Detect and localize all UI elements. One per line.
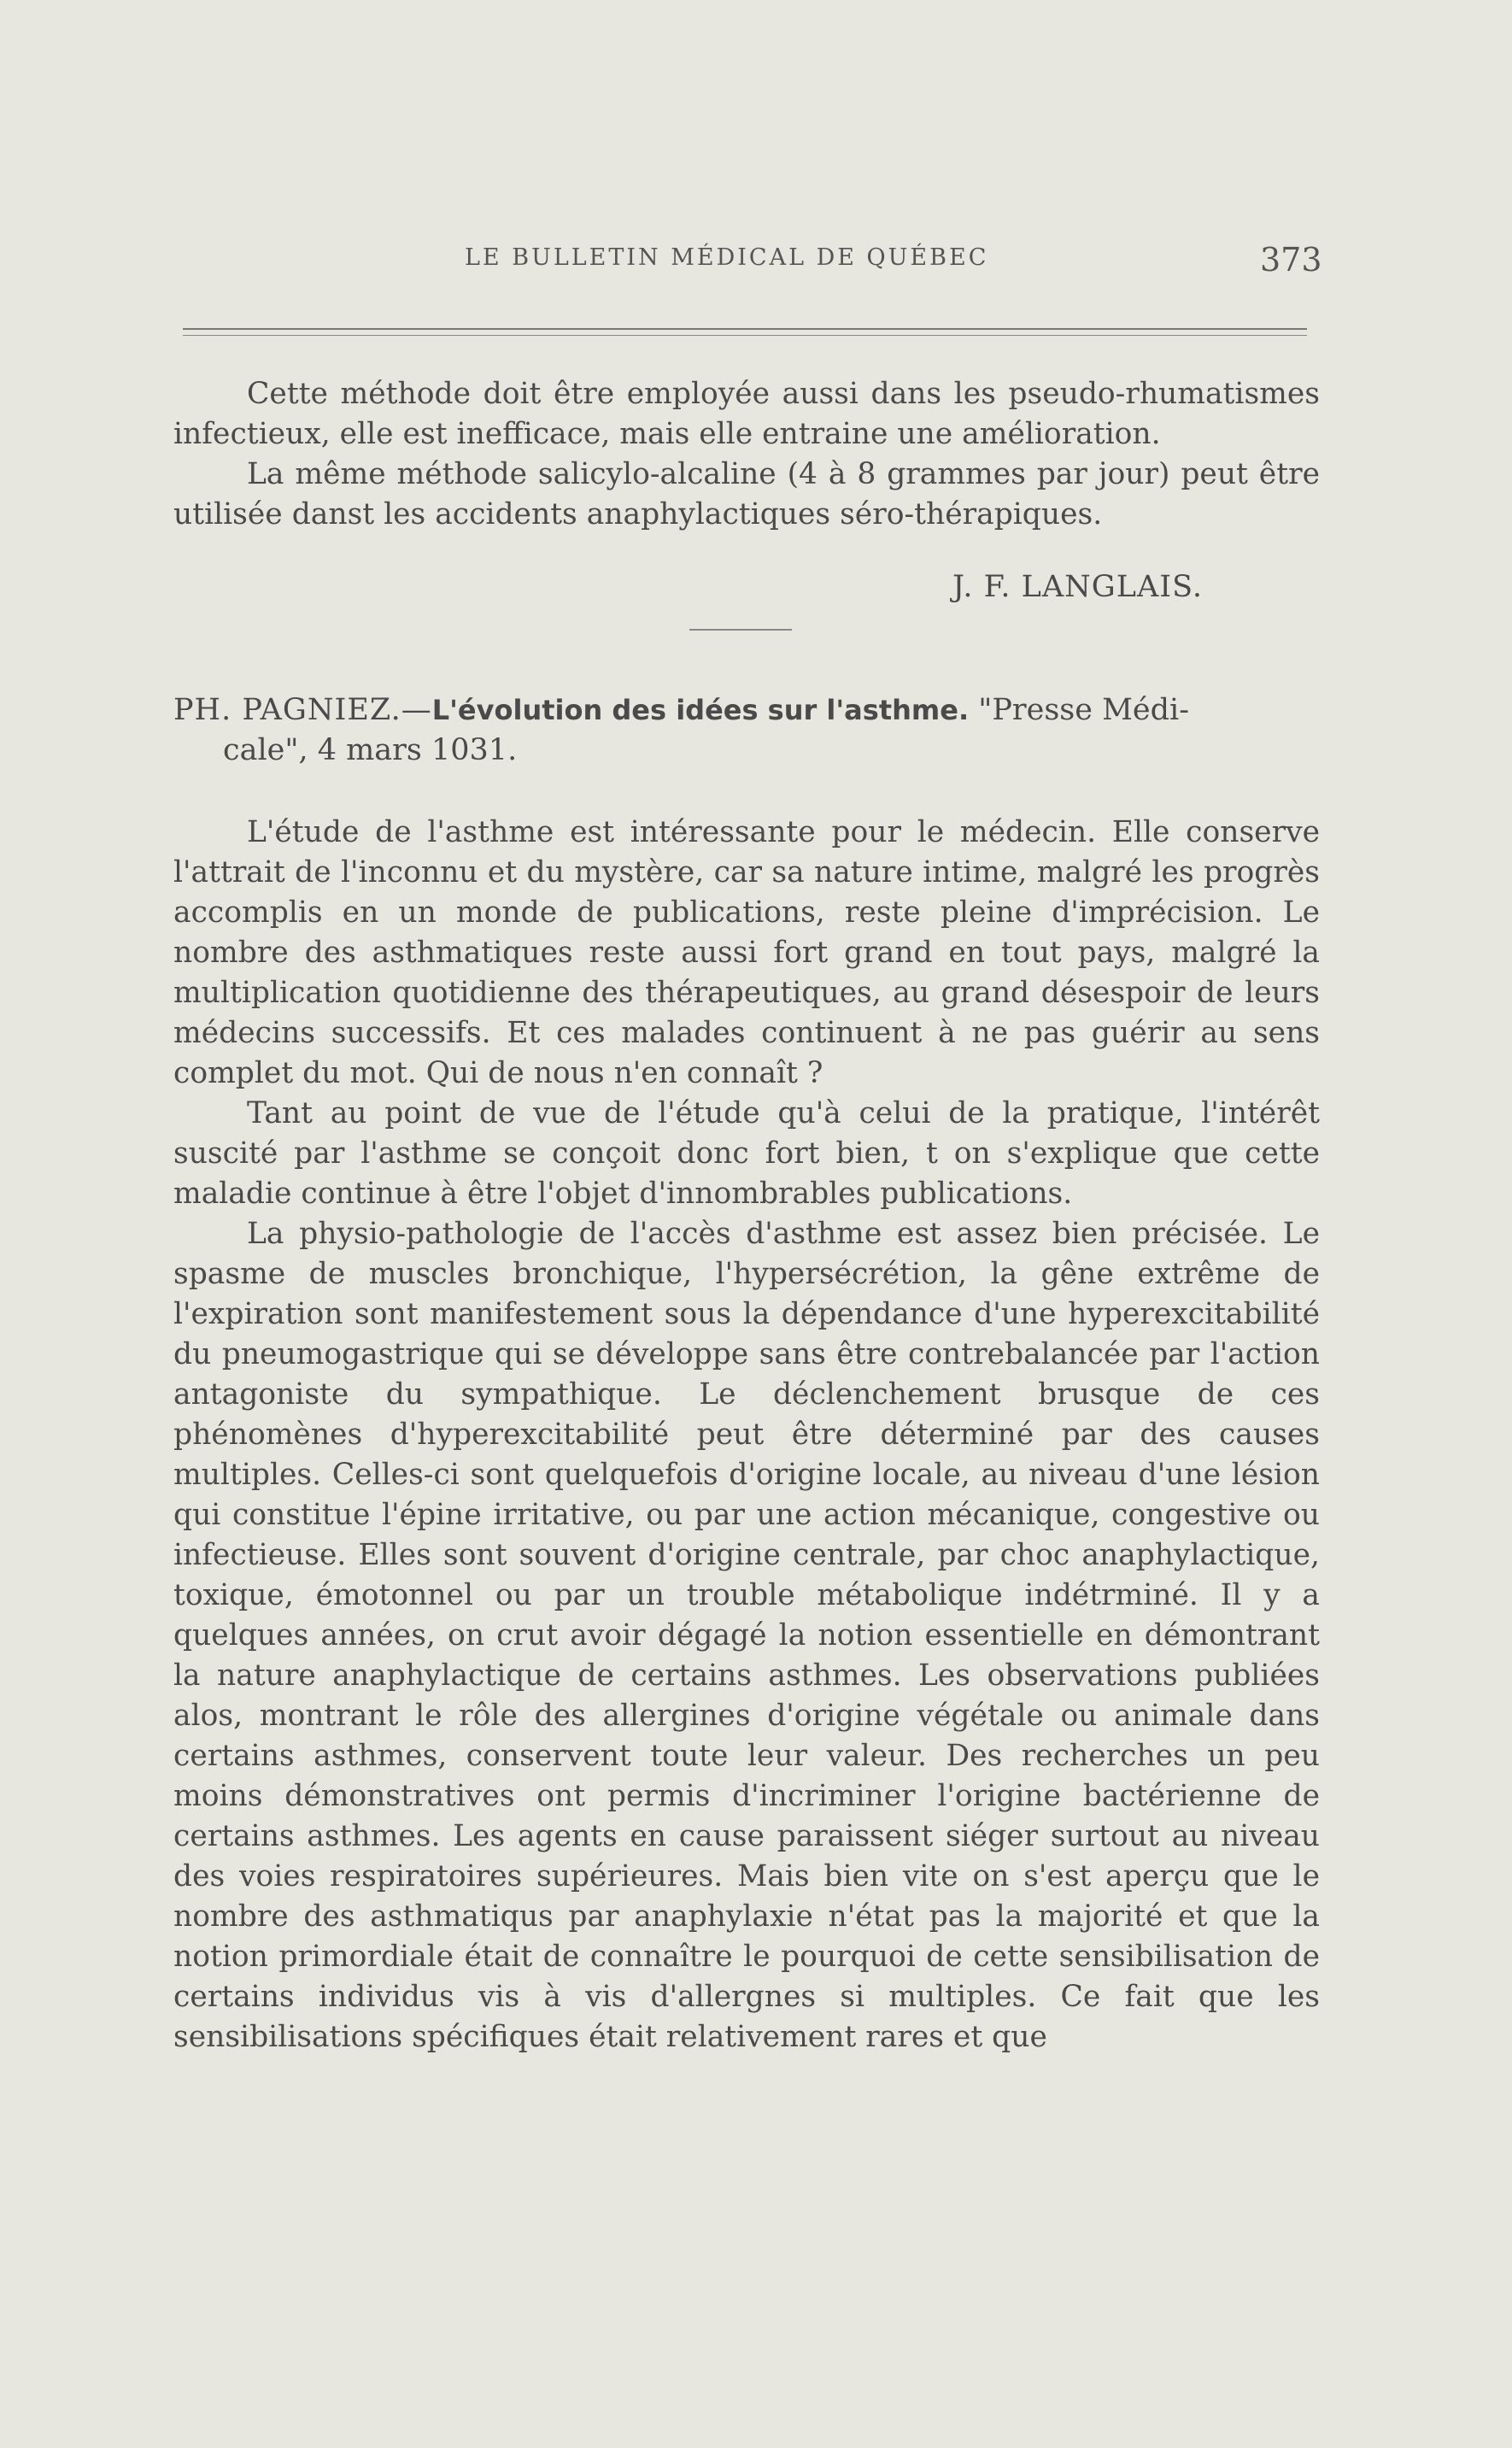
body-paragraph-1: L'étude de l'asthme est intéressante pour le médecin. Elle conserve l'attrait de l'inconnu et du mystère, car sa nature intime, malgré les progrès accomplis en un monde de publications, reste pleine d'imprécision. Le nombre des asthmatiques reste aussi fort grand en tout pays, malgré la multiplication quotidienne des thérapeutiques, au grand désespoir de leurs médecins successifs. Et ces malades continuent à ne pas guérir au sens complet du mot. Qui de nous n'en connaît ? [173,815,1320,1090]
signature: J. F. LANGLAIS. [952,570,1203,604]
article-source-line-2: cale", 4 mars 1031. [223,733,518,767]
running-title: LE BULLETIN MÉDICAL DE QUÉBEC [465,244,989,271]
article-author: PH. PAGNIEZ.— [173,693,432,727]
header-rule-thin [183,335,1307,336]
article-source-line-1: "Presse Médi- [978,693,1190,727]
intro-paragraph-2: La même méthode salicylo-alcaline (4 à 8 grammes par jour) peut être utilisée danst les accidents anaphylactiques séro-thérapiques. [173,457,1320,531]
section-divider [689,629,792,631]
intro-paragraph-1: Cette méthode doit être employée aussi dans les pseudo-rhumatismes infectieux, elle est inefficace, mais elle entraine une amélioration. [173,377,1320,451]
article-heading [173,690,1320,771]
article-title: L'évolution des idées sur l'asthme. [431,694,970,726]
body-paragraph-3: La physio-pathologie de l'accès d'asthme est assez bien précisée. Le spasme de muscles bronchique, l'hypersécrétion, la gêne extrême de l'expiration sont manifestement sous la dépendance d'une hyperexcitabilité du pneumogastrique qui se développe sans être contrebalancée par l'action antagoniste du sympathique. Le déclenchement brusque de ces phénomènes d'hyperexcitabilité peut être déterminé par des causes multiples. Celles-ci sont quelquefois d'origine locale, au niveau d'une lésion qui constitue l'épine irritative, ou par une action mécanique, congestive ou infectieuse. Elles sont souvent d'origine centrale, par choc anaphylactique, toxique, émotonnel ou par un trouble métabolique indétrminé. Il y a quelques années, on crut avoir dégagé la notion essentielle en démontrant la nature anaphylactique de certains asthmes. Les observations publiées alos, montrant le rôle des allergines d'origine végétale ou animale dans certains asthmes, conservent toute leur valeur. Des recherches un peu moins démonstratives ont permis d'incriminer l'origine bactérienne de certains asthmes. Les agents en cause paraissent siéger surtout au niveau des voies respiratoires supérieures. Mais bien vite on s'est aperçu que le nombre des asthmatiqus par anaphylaxie n'état pas la majorité et que la notion primordiale était de connaître le pourquoi de cette sensibilisation de certains individus vis à vis d'allergnes si multiples. Ce fait que les sensibilisations spécifiques était relativement rares et que [173,1217,1320,2054]
header-rule [183,328,1307,330]
intro-section [173,374,1320,535]
article-body [173,813,1320,2058]
body-paragraph-2: Tant au point de vue de l'étude qu'à celui de la pratique, l'intérêt suscité par l'asthme se conçoit donc fort bien, t on s'explique que cette maladie continue à être l'objet d'innombrables publications. [173,1096,1320,1211]
page-number: 373 [1260,241,1322,279]
